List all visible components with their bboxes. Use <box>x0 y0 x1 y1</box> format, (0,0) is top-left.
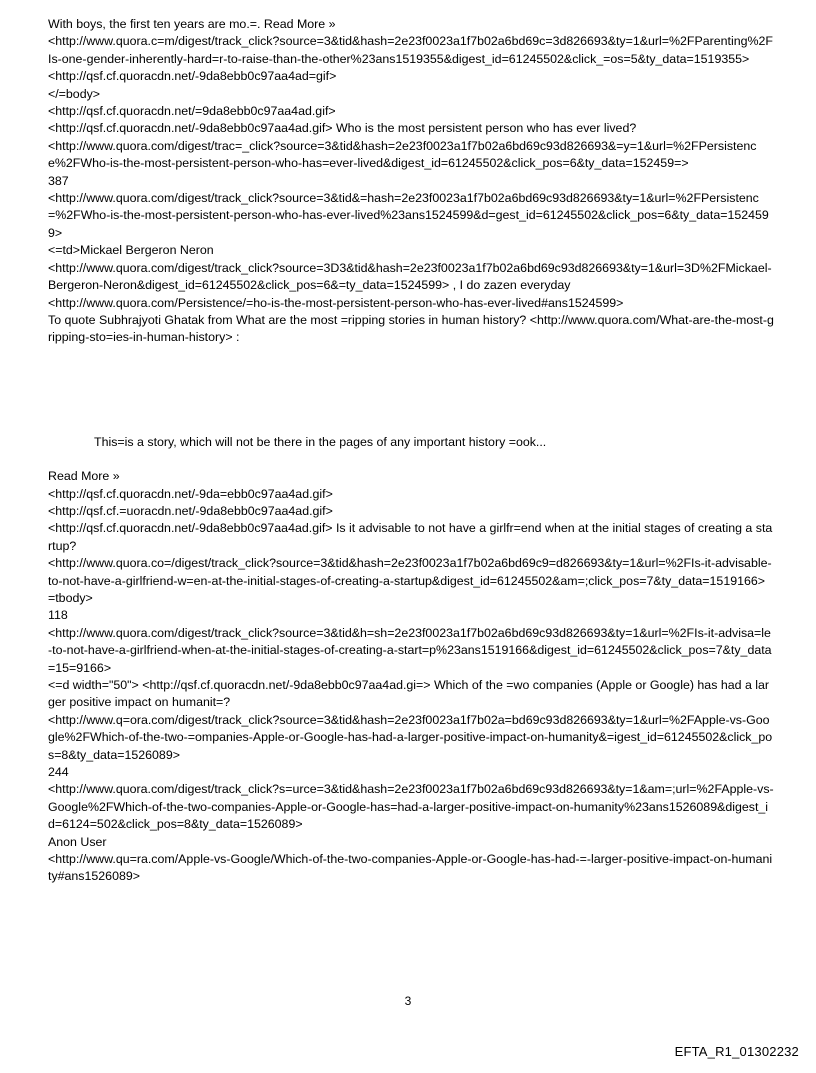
text-line: 118 <box>48 608 68 623</box>
text-line: <http://www.quora.com/digest/track_click?source=3&tid&h=sh=2e23f0023a1f7b02a6bd69c93d826693&ty=1&url=%2FIs-it-advisa=le-to-not-have-a-girlfriend-when-at-the-initial-stages-of-creating-a-start=p%23ans1519166&digest_id=61245502&click_pos=7&ty_data=15=9166> <box>48 625 772 675</box>
text-line: <http://www.quora.co=/digest/track_click?source=3&tid&hash=2e23f0023a1f7b02a6bd69c9=d826693&ty=1&url=%2FIs-it-advisable-to-not-have-a-girlfriend-w=en-at-the-initial-stages-of-creating-a-startup&digest_id=61245502&am=;click_pos=7&ty_data=1519166> <box>48 556 772 588</box>
text-line: 244 <box>48 765 69 780</box>
text-block-top <box>48 16 774 347</box>
text-line: <=td>Mickael Bergeron Neron <box>48 243 214 258</box>
text-line: Read More » <box>48 469 120 484</box>
text-line: <http://qsf.cf.quoracdn.net/=9da8ebb0c97aa4ad.gif> <box>48 104 336 119</box>
text-line: <http://qsf.cf.=uoracdn.net/-9da8ebb0c97aa4ad.gif> <box>48 503 333 518</box>
text-line: <http://qsf.cf.quoracdn.net/-9da=ebb0c97aa4ad.gif> <box>48 486 333 501</box>
text-line: =tbody> <box>48 590 93 605</box>
text-line: <http://www.quora.com/digest/track_click?s=urce=3&tid&hash=2e23f0023a1f7b02a6bd69c93d826693&ty=1&am=;url=%2FApple-vs-Google%2FWhich-of-the-two-companies-Apple-or-Google-has=had-a-larger-positive-impact-on-humanity%23ans1526089&digest_id=6124=502&click_pos=8&ty_data=1526089> <box>48 782 774 832</box>
text-line: <http://www.quora.com/digest/track_click?source=3&tid&=hash=2e23f0023a1f7b02a6bd69c93d826693&ty=1&url=%2FPersistenc=%2FWho-is-the-most-persistent-person-who-has-ever-lived%23ans1524599&d=gest_id=61245502&click_pos=6&ty_data=1524599> <box>48 191 769 240</box>
text-line: <http://www.quora.c=m/digest/track_click?source=3&tid&hash=2e23f0023a1f7b02a6bd69c=3d826693&ty=1&url=%2FParenting%2FIs-one-gender-inherently-hard=r-to-raise-than-the-other%23ans1519355&digest_id=61245502&click_=os=5&ty_data=1519355> <box>48 34 773 66</box>
text-line: <http://qsf.cf.quoracdn.net/-9da8ebb0c97aa4ad.gif> Is it advisable to not have a girlfr=end when at the initial stages of creating a startup? <box>48 521 773 553</box>
text-line: <http://qsf.cf.quoracdn.net/-9da8ebb0c97aa4ad=gif> <box>48 69 337 84</box>
text-block-bottom <box>48 468 774 886</box>
text-line: <http://www.q=ora.com/digest/track_click?source=3&tid&hash=2e23f0023a1f7b02a=bd69c93d826693&ty=1&url=%2FApple-vs-Google%2FWhich-of-the-two-=ompanies-Apple-or-Google-has-had-a-larger-positive-impact-on-humanity&=igest_id=61245502&click_pos=8&ty_data=1526089> <box>48 712 773 762</box>
blank-spacer <box>48 451 774 468</box>
text-line: <=d width="50"> <http://qsf.cf.quoracdn.net/-9da8ebb0c97aa4ad.gi=> Which of the =wo companies (Apple or Google) has had a larger positive impact on humanit=? <box>48 678 770 710</box>
blank-spacer <box>48 347 774 434</box>
text-line: To quote Subhrajyoti Ghatak from What are the most =ripping stories in human history? <http://www.quora.com/What-are-the-most-gripping-sto=ies-in-human-history> : <box>48 312 774 345</box>
text-line: 387 <box>48 173 69 188</box>
text-line: With boys, the first ten years are mo.=. Read More » <box>48 17 336 31</box>
document-body <box>48 16 774 886</box>
quoted-story-line: This=is a story, which will not be there in the pages of any important history =ook... <box>94 434 547 449</box>
text-line: <http://qsf.cf.quoracdn.net/-9da8ebb0c97aa4ad.gif> Who is the most persistent person who has ever lived? <box>48 121 637 136</box>
text-line: <http://www.quora.com/digest/trac=_click?source=3&tid&hash=2e23f0023a1f7b02a6bd69c93d826693&=y=1&url=%2FPersistence%2FWho-is-the-most-persistent-person-who-has=ever-lived&digest_id=61245502&click_pos=6&ty_data=152459=> <box>48 138 757 171</box>
bates-stamp: EFTA_R1_01302232 <box>674 1044 799 1059</box>
text-line: </=body> <box>48 86 101 101</box>
text-line: <http://www.quora.com/Persistence/=ho-is-the-most-persistent-person-who-has-ever-lived#ans1524599> <box>48 295 624 310</box>
text-line: <http://www.quora.com/digest/track_click?source=3D3&tid&hash=2e23f0023a1f7b02a6bd69c93d826693&ty=1&url=3D%2FMickael-Bergeron-Neron&digest_id=61245502&click_pos=6&=ty_data=1524599> , I do zazen everyday <box>48 260 772 293</box>
page-number: 3 <box>404 994 412 1008</box>
text-line: Anon User <box>48 834 107 849</box>
text-line: <http://www.qu=ra.com/Apple-vs-Google/Which-of-the-two-companies-Apple-or-Google-has-had-=-larger-positive-impact-on-humanity#ans1526089> <box>48 852 773 884</box>
